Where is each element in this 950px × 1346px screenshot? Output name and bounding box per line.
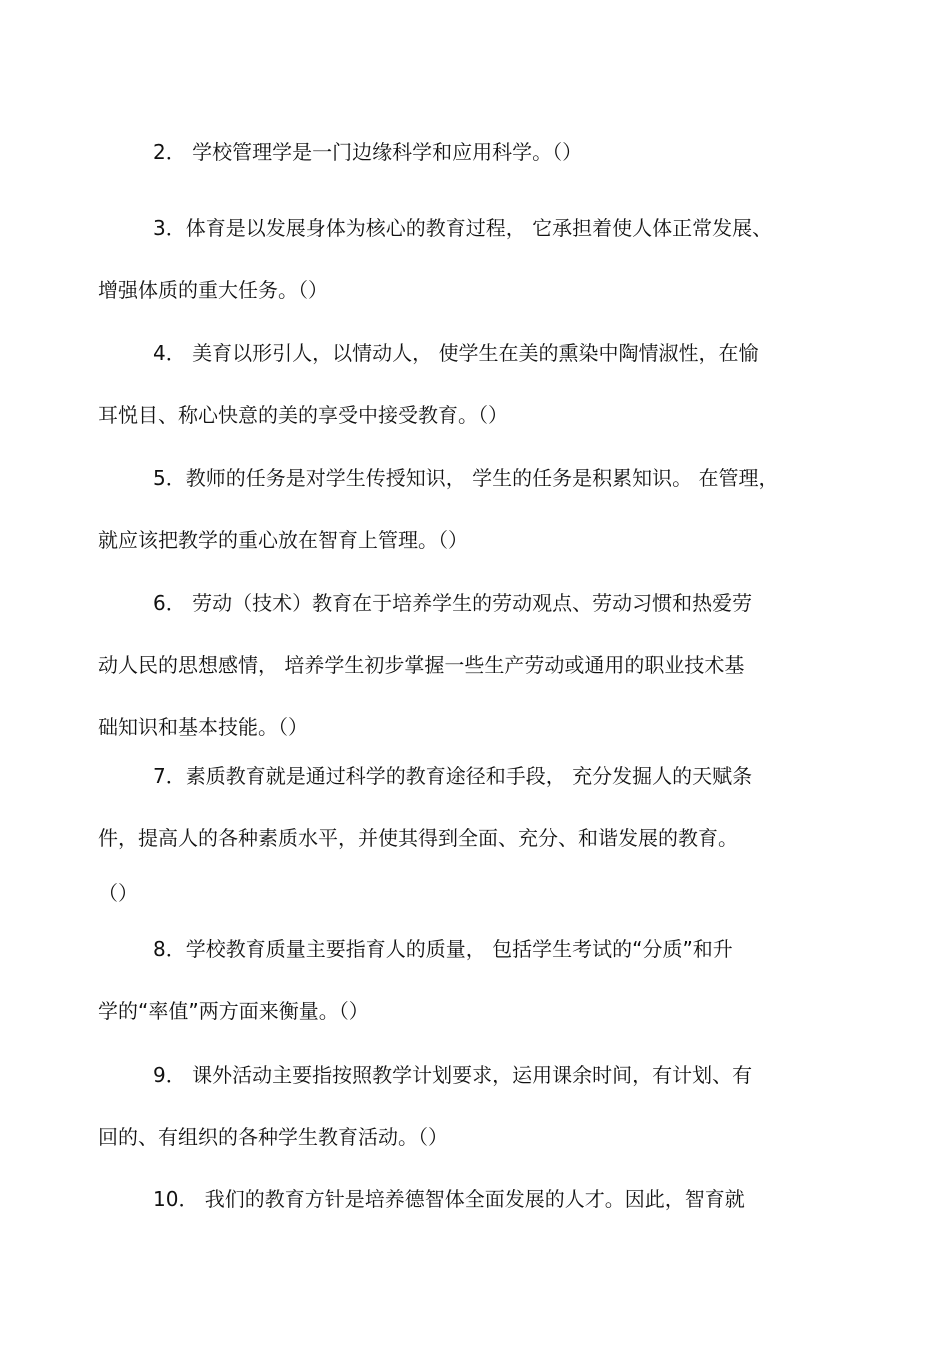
question-line: 学的“率值”两方面来衡量。（） xyxy=(98,999,369,1023)
question-line: 就应该把教学的重心放在智育上管理。（） xyxy=(98,528,468,552)
question-5 xyxy=(98,447,858,571)
question-line: （） xyxy=(98,881,138,905)
question-line: 10． 我们的教育方针是培养德智体全面发展的人才。因此，智育就 xyxy=(153,1187,745,1211)
question-line: 础知识和基本技能。（） xyxy=(98,715,308,739)
question-2 xyxy=(98,121,858,183)
question-line: 4． 美育以形引人，以情动人， 使学生在美的熏染中陶情淑性，在愉 xyxy=(153,341,759,365)
question-line: 7．素质教育就是通过科学的教育途径和手段， 充分发掘人的天赋条 xyxy=(153,764,753,788)
question-line: 件，提高人的各种素质水平，并使其得到全面、充分、和谐发展的教育。 xyxy=(98,826,738,850)
question-line: 增强体质的重大任务。（） xyxy=(98,278,328,302)
question-line: 3．体育是以发展身体为核心的教育过程， 它承担着使人体正常发展、 xyxy=(153,216,773,240)
question-line: 5．教师的任务是对学生传授知识， 学生的任务是积累知识。 在管理， xyxy=(153,466,779,490)
question-line: 6． 劳动（技术）教育在于培养学生的劳动观点、劳动习惯和热爱劳 xyxy=(153,591,753,615)
question-6 xyxy=(98,572,858,758)
question-8 xyxy=(98,918,858,1042)
question-line: 动人民的思想感情， 培养学生初步掌握一些生产劳动或通用的职业技术基 xyxy=(98,653,745,677)
question-4 xyxy=(98,322,858,446)
question-line: 2． 学校管理学是一门边缘科学和应用科学。（） xyxy=(153,140,583,164)
question-line: 9． 课外活动主要指按照教学计划要求，运用课余时间，有计划、有 xyxy=(153,1063,753,1087)
question-7 xyxy=(98,745,858,917)
question-line: 回的、有组织的各种学生教育活动。（） xyxy=(98,1125,448,1149)
question-9 xyxy=(98,1044,858,1168)
question-line: 8．学校教育质量主要指育人的质量， 包括学生考试的“分质”和升 xyxy=(153,937,733,961)
question-line: 耳悦目、称心快意的美的享受中接受教育。（） xyxy=(98,403,508,427)
question-3 xyxy=(98,197,858,321)
question-10 xyxy=(98,1168,858,1230)
